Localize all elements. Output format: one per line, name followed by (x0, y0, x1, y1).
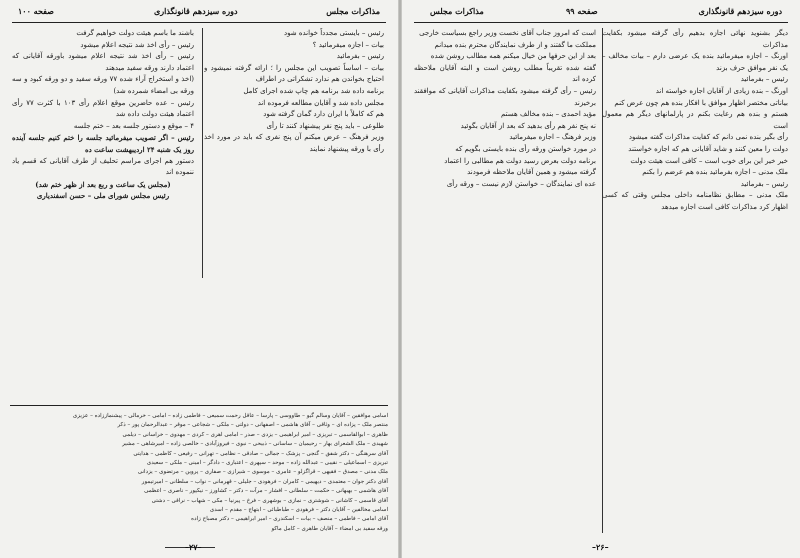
right-header-rule (414, 22, 788, 23)
paragraph: گفته شده تقریباً مطلب روشن است و البته آقایان ملاحظه کرده اند (414, 63, 596, 84)
paragraph: ملک مدنی – مطابق نظامنامه داخلی مجلس وقتی که کسی اظهار کرد مذاکرات کافی است اجازه میدهد (602, 191, 788, 211)
speaker-signature: رئیس مجلس شورای ملی – حسن اسفندیاری (36, 191, 170, 201)
paragraph: گرفته میشود و همین آقایان ملاحظه فرمودند (467, 168, 596, 177)
left-page (0, 0, 398, 558)
paragraph: خیر خیر این برای خوب است – کافی است هیئت دولت (630, 156, 788, 165)
right-page-header (416, 6, 786, 20)
paragraph: بیات – اجازه میفرمائید ؟ (312, 40, 384, 49)
paragraph: رئیس – بایستی مجدداً خوانده شود (284, 29, 384, 37)
paragraph: باشند ما باسم هیئت دولت خواهیم گرفت (76, 29, 194, 37)
paragraph: رئیس – بفرمائید (336, 52, 384, 61)
left-page-footer-number: –۲۷– (185, 542, 202, 552)
paragraph: مؤید احمدی – بنده مخالف هستم (501, 110, 596, 119)
paragraph: رئیس – عده حاضرین موقع اعلام رأی ۱۰۳ با کثرت ۷۷ رأی اعتماد هیئت دولت داده شد (12, 98, 194, 119)
footnote-line: ملک مدنی – مصدق – فقیهی – قراگزلو – عامری – موسوی – شیرازی – صفاری – پروین – مرتضوی – یزدانی (137, 469, 388, 476)
right-page (402, 0, 800, 558)
paragraph: برنامه دولت بعرض رسید دولت هم مطالبی را اعتماد (444, 156, 596, 165)
footnote-line: آقای دکتر جوان – معتمدی – دیهیمی – کامران – فرهودی – جلیلی – قهرمانی – نواب – سلطانی – امیرتیمور (141, 478, 388, 485)
footnote-line: آقای سرهنگی – دکتر شفق – گنجی – پزشک – جمالی – صادقی – نظامی – تهرانی – رفیعی – کاظمی – هدایتی (133, 450, 388, 457)
left-running-title: مذاکرات مجلس (326, 6, 380, 16)
paragraph: برنامه داده شد برنامه هم چاپ شده اجرای کامل (243, 86, 384, 95)
paragraph: رئیس – بفرمائید (740, 179, 788, 188)
paragraph: ۴ – موقع و دستور جلسه بعد – ختم جلسه (73, 121, 194, 130)
footnote-line: اسامی موافقین – آقایان وسالم گیو – طاووسی – پارسا – عاقل رحمت سمیعی – فاطمی زاده – امامی – خرمالی – پیشنماززاده – عزیزی (72, 413, 388, 419)
paragraph: اورنگ – اجازه میفرمائید بنده یک عرضی دارم – بیات مخالف – یک نفر موافق حرف بزند (602, 52, 788, 72)
session-end-note: رئیس – اگر تصویب میفرمائید جلسه را ختم کنیم جلسه آینده روز یک شنبه ۲۴ اردیبهشت ساعت ده (12, 133, 194, 154)
paragraph: دستور هم اجرای مراسم تحلیف از طرف آقایانی که قسم یاد ننموده اند (12, 156, 194, 177)
footnote-line: ورقه سفید بی امضاء – آقایان طاهری – کامل ماکو (271, 525, 388, 532)
left-page-right-column (204, 28, 384, 268)
footnote-line: منتصر ملک – پزاده ای – وثاقی – آقای هاشمی – اصفهانی – دولتی – ملکی – شجاعی – موقر – عبدالرحمان پور – ذکر (117, 422, 388, 429)
left-page-left-column (12, 28, 194, 328)
paragraph: بعد از این حرفها من خیال میکنم همه مطالب روشن شده (430, 52, 596, 61)
paragraph: هم که کاملاً با ایران دارد گمان گرفته شود (263, 110, 384, 119)
column-divider (602, 28, 603, 533)
paragraph: عده ای نمایندگان – خواستن لازم نیست – ورقه رأی (446, 179, 596, 188)
paragraph: وزیر فرهنگ – اجازه میفرمائید (509, 133, 596, 142)
paragraph: (اخذ و استخراج آراء شده ۷۷ ورقه سفید و دو ورقه کبود و سه ورقه بی امضاء شمرده شد) (12, 75, 194, 95)
notes-separator (10, 405, 388, 406)
paragraph: ملک مدنی – اجازه بفرمائید بنده هم عرضم را بکنم (642, 168, 788, 177)
right-page-left-column (414, 28, 596, 528)
paragraph: رئیس – رأی گرفته میشود بکفایت مذاکرات آقایانی که موافقند برخیزند (414, 86, 596, 107)
paragraph: بیاناتی مختصر اظهار موافق با افکار بنده هم چون عرض کنم (614, 98, 788, 107)
right-page-footer-number: –۲۶– (592, 542, 609, 552)
left-page-header (14, 6, 384, 20)
right-running-title: مذاکرات مجلس (430, 6, 484, 16)
paragraph: نه پنج نفر هم رأی بدهید که بعد از آقایان بگوئید (460, 121, 596, 130)
footnote-line: آقای امامی – فاطمی – منصف – بیات – اسکندری – امیر ابراهیمی – دکتر مصباح زاده (191, 516, 388, 523)
paragraph: رئیس – بفرمائید (740, 75, 788, 84)
left-header-rule (12, 22, 386, 23)
paragraph: رئیس – رأی اخذ شد نتیجه اعلام میشود (80, 40, 194, 49)
paragraph: دولت را معین کنند و شاید آقایانی هم که اجازه خواستند (628, 144, 788, 153)
footnotes (10, 412, 388, 534)
paragraph: در مورد خواستن ورقه رأی بنده بایستی بگویم که (455, 144, 596, 153)
footnote-line: تبریزی – اسماعیلی – نقیبی – عبدالله زاده – موحد – سپهری – اعتباری – دادگر – امینی – ملکی – سعیدی (146, 460, 388, 467)
right-page-number-header: صفحه ۹۹ (566, 6, 598, 16)
footnote-line: ظاهری – ابوالقاسمی – تبریزی – امیر ابراهیمی – یزدی – صدر – امامی اهری – کردی – مهدوی – خراسانی – دیلمی (122, 431, 388, 438)
right-session-title: دوره سیزدهم قانونگذاری (698, 6, 782, 16)
paragraph: رئیس – رأی اخذ شد نتیجه اعلام میشود باورقه آقایانی که اعتماد دارند ورقه سفید میدهند (12, 52, 194, 72)
paragraph: مملکت ما گفتند و از طرف نمایندگان محترم بنده میدانم (434, 40, 596, 49)
paragraph: وزیر فرهنگ – عرض میکنم آن پنج نفری که باید در مورد اخذ رأی با ورقه پیشنهاد نمایند (204, 133, 384, 153)
footnote-line: شهیدی – ملک الشعرای بهار – رحیمیان – ساسانی – ذبیحی – نبوی – فیروزآبادی – خالصی زاده – امیرشاهی – مشیر (122, 441, 388, 448)
left-session-title: دوره سیزدهم قانونگذاری (154, 6, 238, 16)
paragraph: رأی بگیر بنده نمی دانم که کفایت مذاکرات گفته میشود (628, 133, 788, 142)
paragraph: هستم و بنده هم رعایت بکنم در پارلمانهای دیگر هم معمول است (602, 110, 788, 130)
paragraph: طلوعی – باید پنج نفر پیشنهاد کنند تا رأی (266, 121, 384, 130)
paragraph: مجلس داده شد و آقایان مطالعه فرموده اند (257, 98, 384, 107)
footnote-line: اسامی مخالفین – آقایان دکتر – فرهودی – طباطبائی – ابتهاج – مقدم – اسدی (209, 507, 388, 514)
paragraph: دیگر بشنوید نهائی اجازه بدهیم رأی گرفته میشود بکفایت مذاکرات (602, 29, 788, 49)
paragraph: است که امروز جناب آقای نخست وزیر راجع بسیاست خارجی (419, 29, 596, 37)
paragraph: بیات – اساساً تصویب این مجلس را ؛ ارائه گرفته نمیشود و احتیاج بخواندن هم ندارد تشکراتی در اطراف (204, 63, 384, 84)
session-date: (مجلس یک ساعت و ربع بعد از ظهر ختم شد) (35, 179, 171, 189)
paragraph: اورنگ – بنده زیادی از آقایان اجازه خواسته اند (655, 86, 788, 95)
footnote-line: آقای قاسمی – کاشانی – شوشتری – نمازی – بوشهری – فرخ – پیرنیا – مکی – شهاب – نراقی – دشتی (151, 497, 388, 504)
left-page-number-header: صفحه ۱۰۰ (18, 6, 54, 16)
right-page-right-column (602, 28, 788, 528)
footnote-line: آقای هاشمی – بهبهانی – حکمت – سلطانی – افشار – مرآت – دکتر – کشاورز – نیکپور – ناصری – اعظمی (144, 488, 388, 495)
column-divider (202, 28, 203, 278)
